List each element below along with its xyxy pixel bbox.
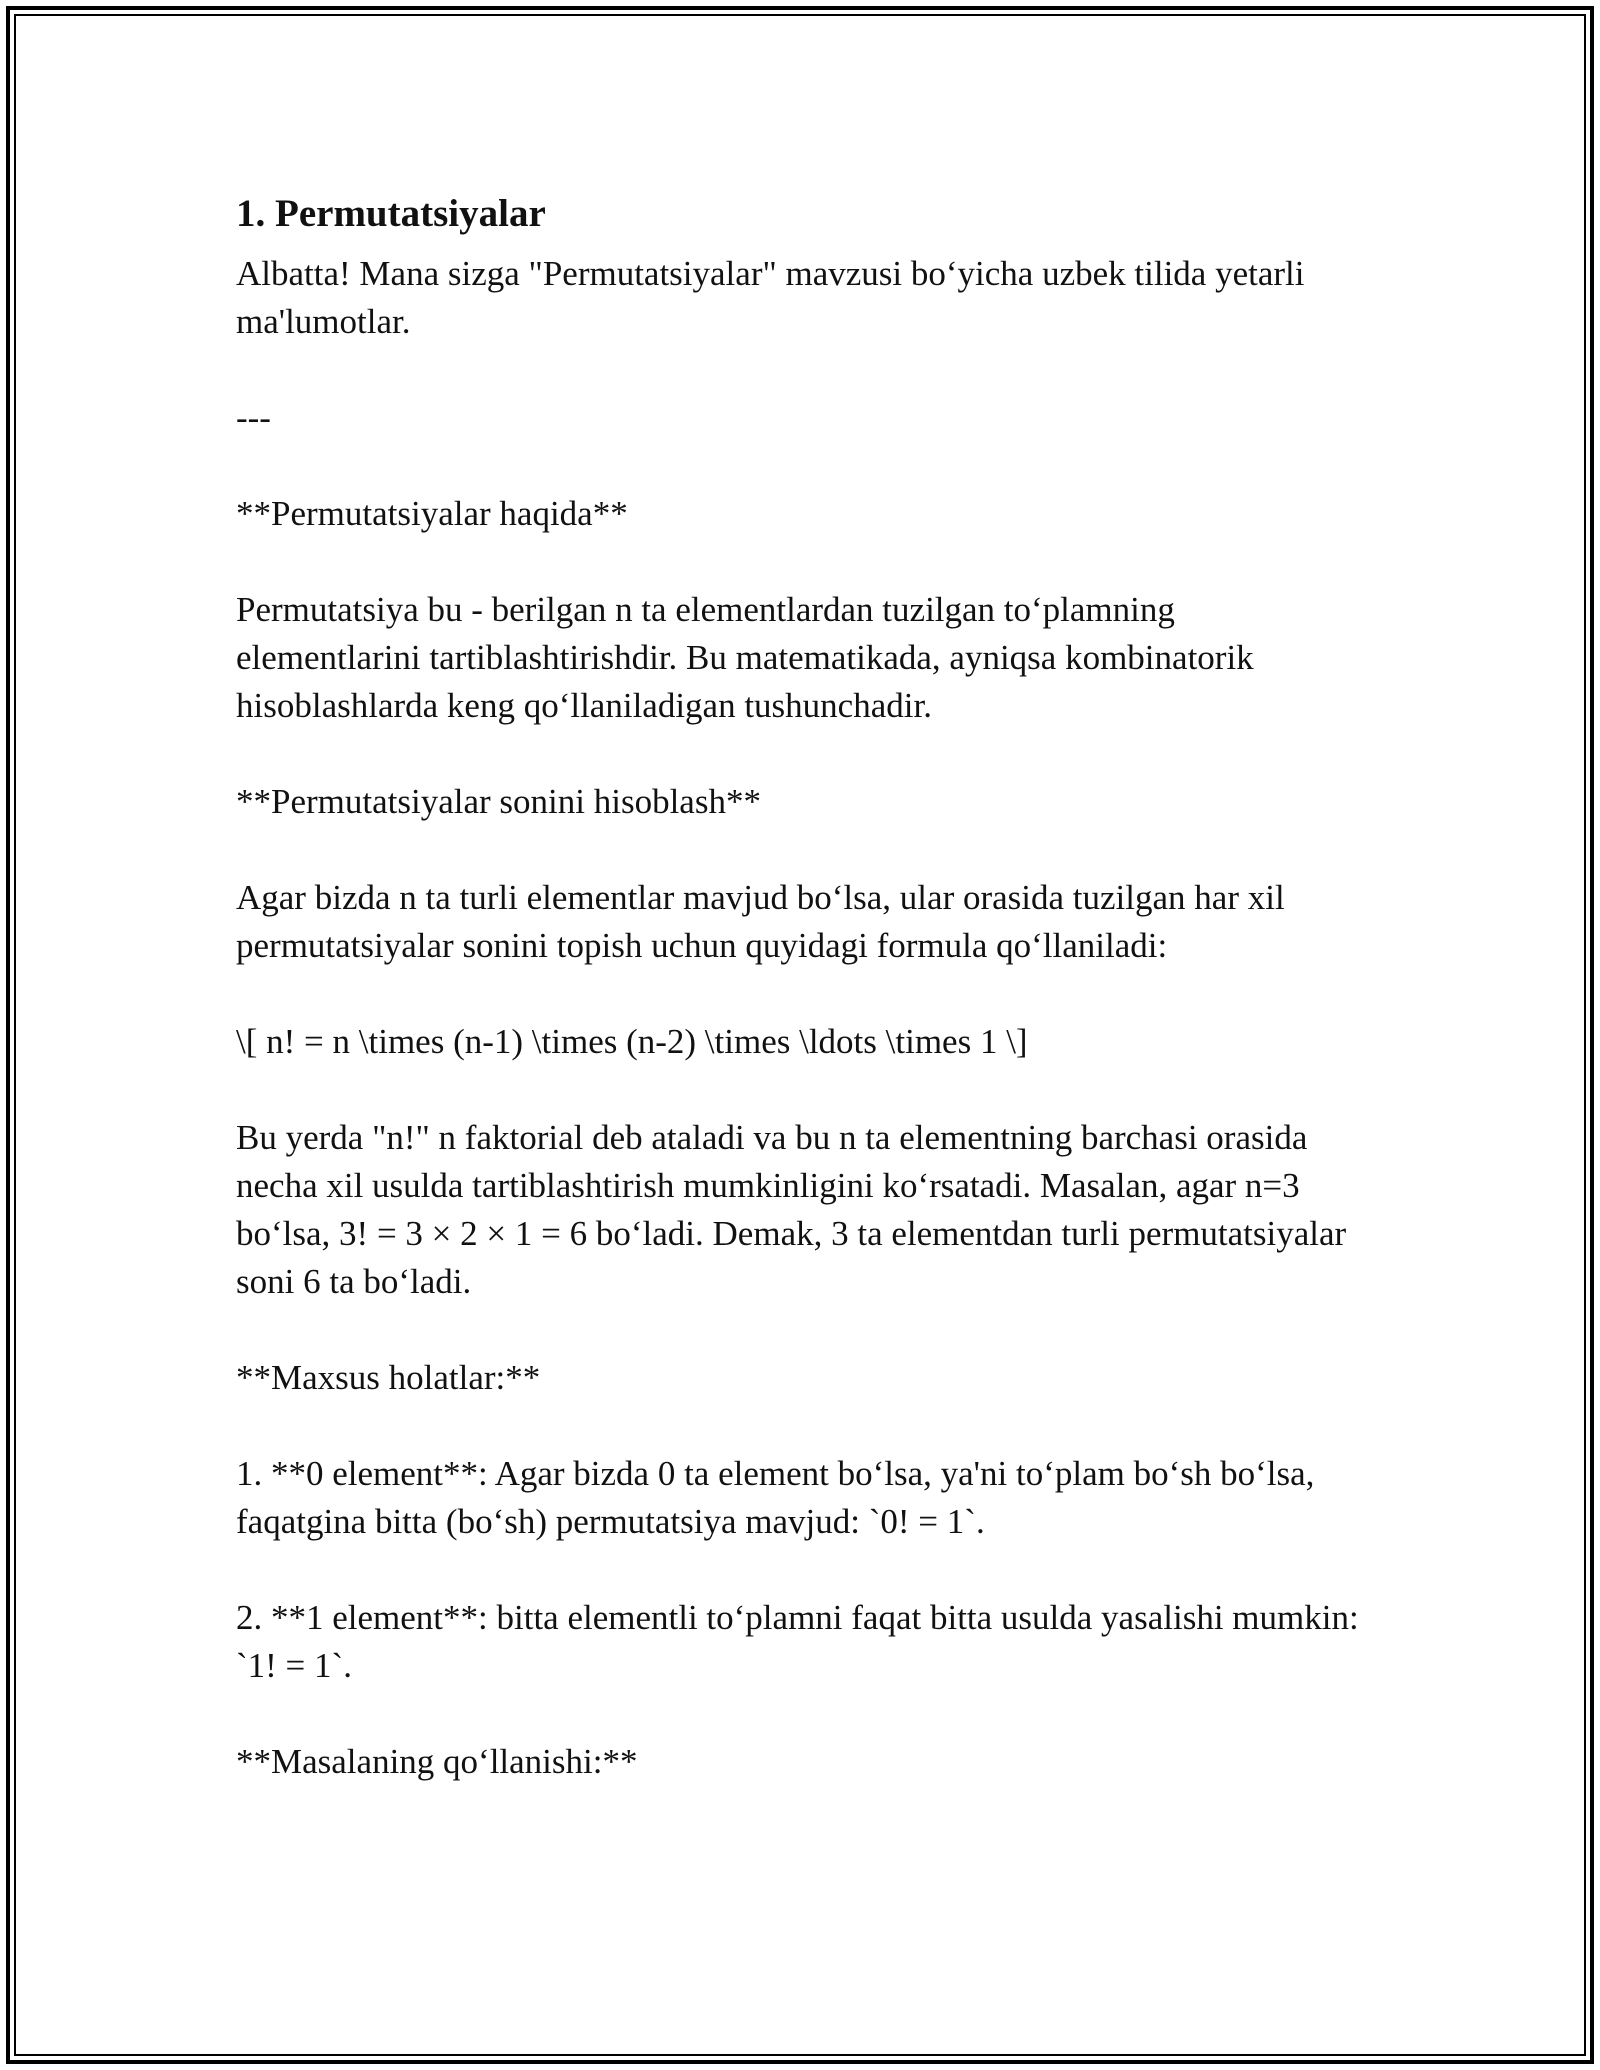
paragraph-definition: Permutatsiya bu - berilgan n ta elementlardan tuzilgan to‘plamning elementlarini tartiblashtirishdir. Bu matematikada, ayniqsa kombinatorik hisoblashlarda keng qo‘llaniladigan tushunchadir. [236,590,1263,725]
document-body [236,186,1366,1834]
paragraph-special-case-zero: 1. **0 element**: Agar bizda 0 ta element bo‘lsa, ya'ni to‘plam bo‘sh bo‘lsa, faqatgina bitta (bo‘sh) permutatsiya mavjud: `0! = 1`. [236,1454,1324,1541]
document-heading: 1. Permutatsiyalar [236,192,546,235]
paragraph-formula: \[ n! = n \times (n-1) \times (n-2) \times \ldots \times 1 \] [236,1022,1028,1061]
paragraph-divider: --- [236,398,271,437]
paragraph-section-title: **Masalaning qo‘llanishi:** [236,1742,638,1781]
paragraph-intro: Albatta! Mana sizga "Permutatsiyalar" mavzusi bo‘yicha uzbek tilida yetarli ma'lumotlar. [236,254,1314,341]
paragraph-formula-intro: Agar bizda n ta turli elementlar mavjud bo‘lsa, ular orasida tuzilgan har xil permutatsiyalar sonini topish uchun quyidagi formula qo‘llaniladi: [236,878,1294,965]
paragraph-factorial-explanation: Bu yerda "n!" n faktorial deb ataladi va bu n ta elementning barchasi orasida necha xil usulda tartiblashtirish mumkinligini ko‘rsatadi. Masalan, agar n=3 bo‘lsa, 3! = 3 × 2 × 1 = 6 bo‘ladi. Demak, 3 ta elementdan turli permutatsiyalar soni 6 ta bo‘ladi. [236,1118,1355,1301]
paragraph-section-title: **Permutatsiyalar sonini hisoblash** [236,782,761,821]
paragraph-section-title: **Permutatsiyalar haqida** [236,494,628,533]
paragraph-special-case-one: 2. **1 element**: bitta elementli to‘plamni faqat bitta usulda yasalishi mumkin: `1! = 1`. [236,1598,1368,1685]
paragraph-section-title: **Maxsus holatlar:** [236,1358,541,1397]
